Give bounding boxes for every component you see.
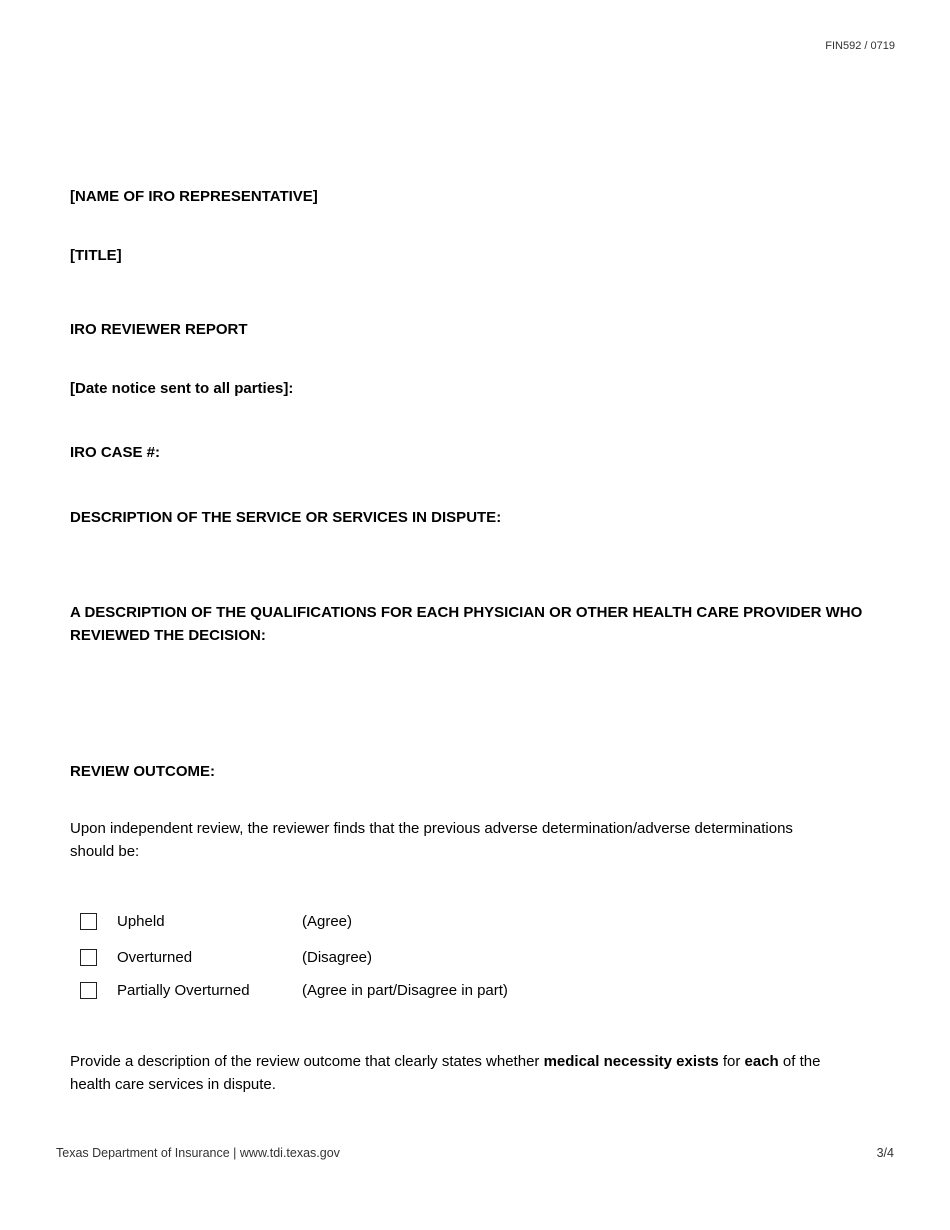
form-id: FIN592 / 0719: [825, 40, 895, 52]
report-title: IRO REVIEWER REPORT: [70, 321, 248, 338]
qualifications-line-2: REVIEWED THE DECISION:: [70, 627, 266, 644]
upheld-checkbox[interactable]: [80, 913, 97, 930]
intro-line-2: should be:: [70, 843, 140, 860]
option-label: Overturned: [117, 948, 193, 966]
option-note: (Agree): [302, 912, 353, 930]
option-note: (Agree in part/Disagree in part): [302, 981, 508, 999]
instruction-emphasis-1: medical necessity exists: [543, 1053, 719, 1070]
intro-line-1: Upon independent review, the reviewer finds that the previous adverse determination/adverse determinations: [70, 820, 793, 837]
option-overturned: [80, 946, 373, 968]
page-number: 3/4: [876, 1146, 894, 1160]
instruction-line-2: health care services in dispute.: [70, 1076, 276, 1093]
case-number-label: IRO CASE #:: [70, 444, 161, 461]
instruction-line-1: [70, 1050, 870, 1073]
option-label: Upheld: [117, 912, 165, 930]
intro-paragraph: [70, 817, 870, 863]
qualifications-label: [70, 601, 862, 647]
service-description-label: DESCRIPTION OF THE SERVICE OR SERVICES IN DISPUTE:: [70, 509, 502, 526]
partially-overturned-checkbox[interactable]: [80, 982, 97, 999]
instruction-text-1: Provide a description of the review outcome that clearly states whether: [70, 1053, 544, 1070]
date-notice-label: [Date notice sent to all parties]:: [70, 380, 294, 397]
option-note: (Disagree): [302, 948, 373, 966]
option-label: Partially Overturned: [117, 981, 250, 999]
title-label: [TITLE]: [70, 247, 122, 264]
instruction-emphasis-2: each: [744, 1053, 779, 1070]
review-outcome-label: REVIEW OUTCOME:: [70, 763, 215, 780]
option-partially-overturned: [80, 979, 508, 1001]
footer-organization: Texas Department of Insurance | www.tdi.texas.gov: [56, 1146, 340, 1160]
overturned-checkbox[interactable]: [80, 949, 97, 966]
option-upheld: [80, 910, 353, 932]
instruction-paragraph: [70, 1050, 870, 1096]
instruction-text-2: for: [718, 1053, 745, 1070]
qualifications-line-1: A DESCRIPTION OF THE QUALIFICATIONS FOR EACH PHYSICIAN OR OTHER HEALTH CARE PROVIDER WHO: [70, 604, 863, 621]
instruction-text-3: of the: [778, 1053, 821, 1070]
iro-representative-name-label: [NAME OF IRO REPRESENTATIVE]: [70, 188, 318, 205]
